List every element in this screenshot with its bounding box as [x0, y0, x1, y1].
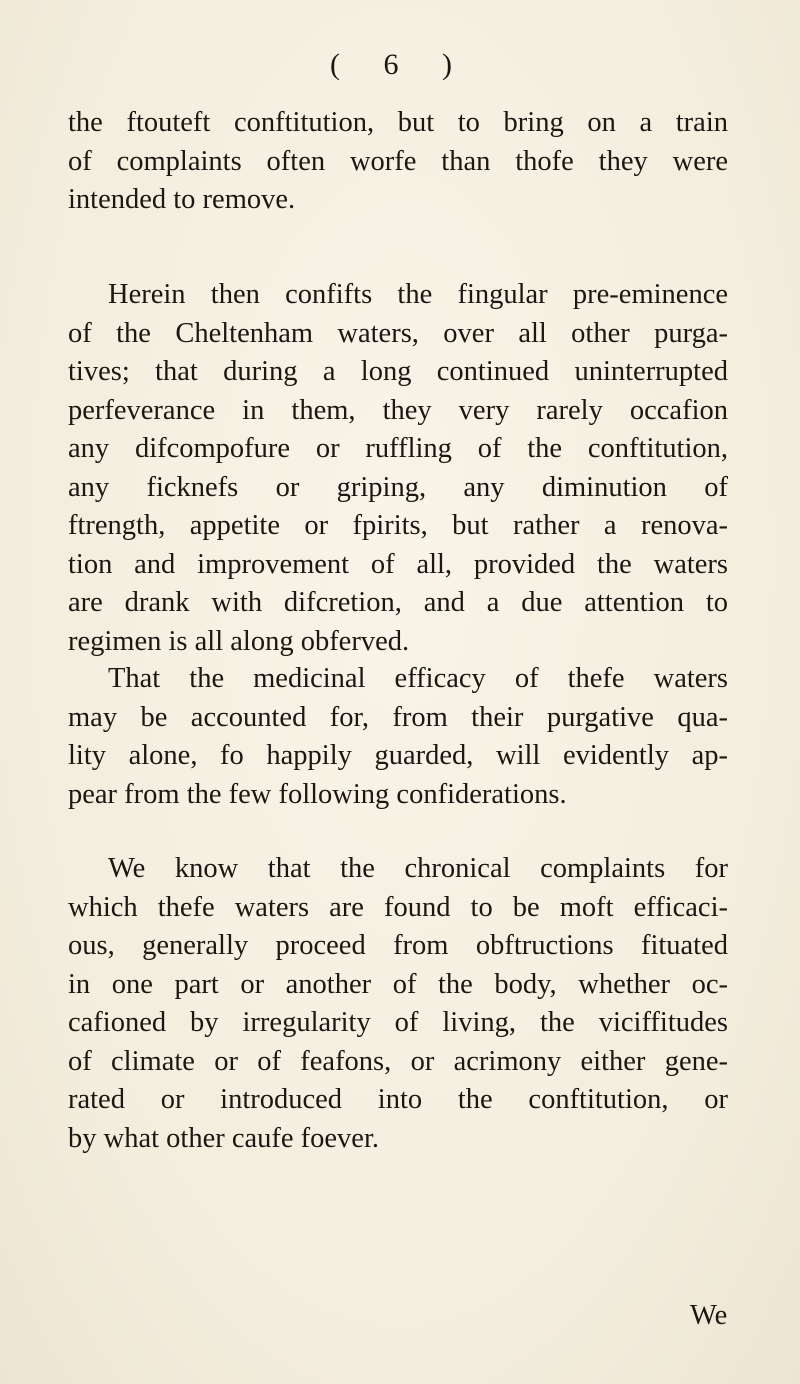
text-line: may be accounted for, from their purgative qua- — [68, 701, 728, 733]
text-line: intended to remove. — [68, 184, 296, 215]
text-line: of climate or of feafons, or acrimony either gene- — [68, 1045, 728, 1077]
text-line: That the medicinal efficacy of thefe waters — [108, 663, 728, 694]
paragraph-2 — [68, 276, 728, 661]
paragraph-3 — [68, 660, 728, 814]
text-line: any ficknefs or griping, any diminution of — [68, 471, 728, 503]
paragraph-4 — [68, 850, 728, 1158]
text-line: any difcompofure or ruffling of the conftitution, — [68, 433, 728, 464]
page-number: ( 6 ) — [330, 48, 470, 81]
text-line: perfeverance in them, they very rarely occafion — [68, 394, 728, 426]
text-line: pear from the few following confiderations. — [68, 778, 567, 810]
text-line: tives; that during a long continued uninterrupted — [68, 356, 728, 387]
text-line: ftrength, appetite or fpirits, but rather a renova- — [68, 510, 728, 541]
text-line: in one part or another of the body, whether oc- — [68, 968, 728, 1000]
text-line: cafioned by irregularity of living, the viciffitudes — [68, 1007, 728, 1038]
text-line: Herein then confifts the fingular pre-eminence — [108, 279, 728, 310]
text-line: ous, generally proceed from obftructions fituated — [68, 930, 728, 961]
text-line: rated or introduced into the conftitution, or — [68, 1084, 728, 1115]
text-line: the ftouteft conftitution, but to bring on a train — [68, 107, 728, 138]
text-line: of complaints often worfe than thofe they were — [68, 145, 728, 177]
text-line: lity alone, fo happily guarded, will evidently ap- — [68, 740, 728, 771]
text-line: We know that the chronical complaints for — [108, 853, 728, 884]
text-line: which thefe waters are found to be moft efficaci- — [68, 891, 728, 923]
text-line: tion and improvement of all, provided the waters — [68, 548, 728, 580]
text-line: by what other caufe foever. — [68, 1122, 379, 1154]
text-line: are drank with difcretion, and a due attention to — [68, 587, 728, 618]
catchword: We — [690, 1300, 728, 1331]
paragraph-1 — [68, 104, 728, 220]
text-line: regimen is all along obferved. — [68, 625, 410, 657]
text-line: of the Cheltenham waters, over all other purga- — [68, 317, 728, 349]
